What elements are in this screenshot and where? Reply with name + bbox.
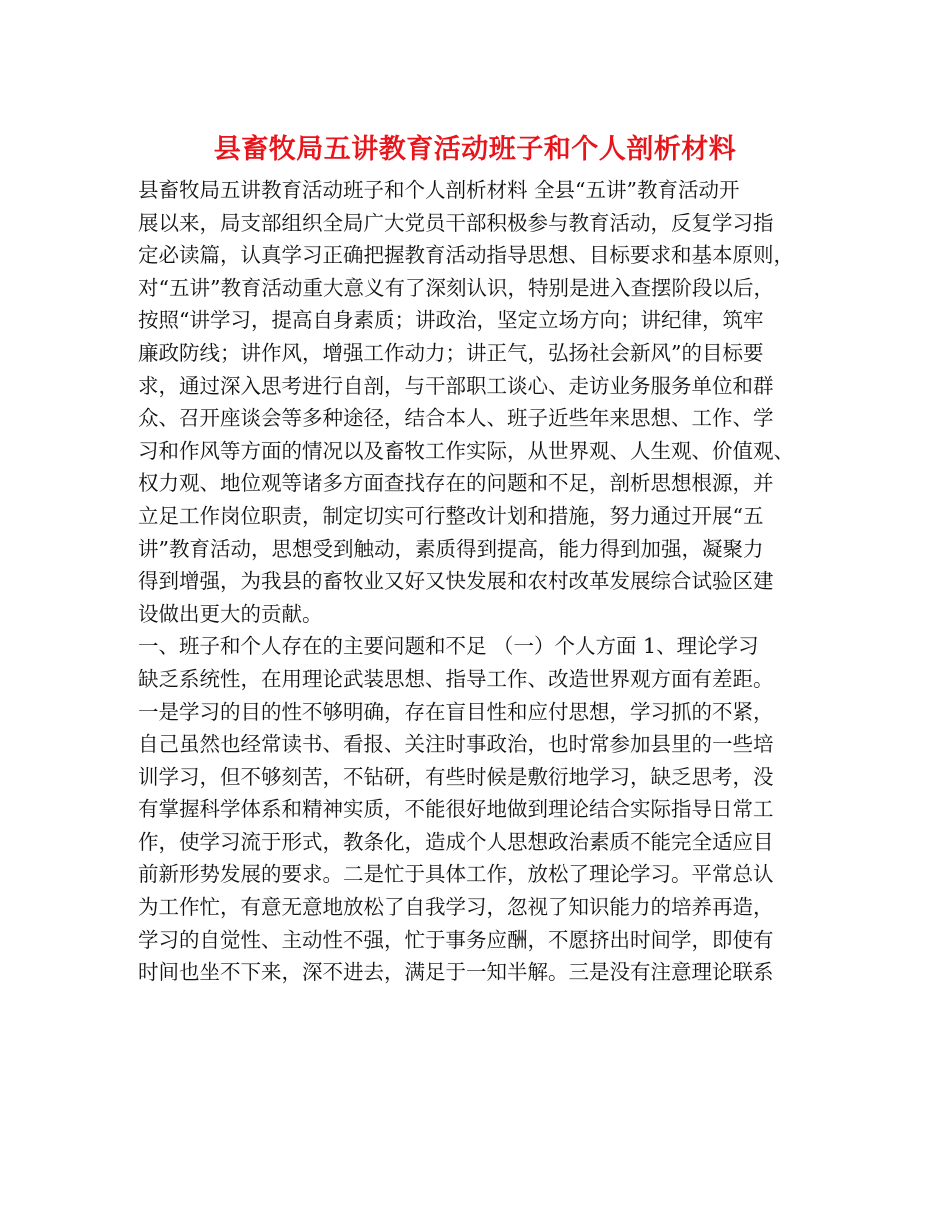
body-line: 对“五讲”教育活动重大意义有了深刻认识，特别是进入查摆阶段以后，: [138, 275, 774, 300]
body-line: 展以来，局支部组织全局广大党员干部积极参与教育活动，反复学习指: [138, 210, 774, 235]
body-line: 得到增强，为我县的畜牧业又好又快发展和农村改革发展综合试验区建: [138, 569, 774, 594]
body-line: 时间也坐不下来，深不进去，满足于一知半解。三是没有注意理论联系: [138, 960, 774, 985]
body-line: 廉政防线；讲作风，增强工作动力；讲正气，弘扬社会新风”的目标要: [138, 340, 764, 365]
body-line: 有掌握科学体系和精神实质，不能很好地做到理论结合实际指导日常工: [138, 797, 774, 822]
body-line: 定必读篇，认真学习正确把握教育活动指导思想、目标要求和基本原则，: [138, 243, 794, 268]
body-line: 前新形势发展的要求。二是忙于具体工作，放松了理论学习。平常总认: [138, 862, 774, 887]
body-line: 权力观、地位观等诸多方面查找存在的问题和不足，剖析思想根源，并: [138, 471, 774, 496]
body-line: 缺乏系统性，在用理论武装思想、指导工作、改造世界观方面有差距。: [138, 666, 774, 691]
body-line: 讲”教育活动，思想受到触动，素质得到提高，能力得到加强，凝聚力: [138, 536, 764, 561]
body-line: 一、班子和个人存在的主要问题和不足 （一）个人方面 1、理论学习: [138, 634, 759, 659]
body-line: 一是学习的目的性不够明确，存在盲目性和应付思想，学习抓的不紧，: [138, 699, 774, 724]
body-line: 按照“讲学习，提高自身素质；讲政治，坚定立场方向；讲纪律，筑牢: [138, 308, 764, 333]
body-line: 县畜牧局五讲教育活动班子和个人剖析材料 全县“五讲”教育活动开: [138, 178, 740, 202]
body-line: 自己虽然也经常读书、看报、关注时事政治，也时常参加县里的一些培: [138, 732, 774, 757]
body-line: 求，通过深入思考进行自剖，与干部职工谈心、走访业务服务单位和群: [138, 373, 774, 398]
body-line: 为工作忙，有意无意地放松了自我学习，忽视了知识能力的培养再造，: [138, 895, 774, 920]
body-line: 众、召开座谈会等多种途径，结合本人、班子近些年来思想、工作、学: [138, 406, 774, 431]
body-line: 设做出更大的贡献。: [138, 601, 323, 626]
body-line: 作，使学习流于形式，教条化，造成个人思想政治素质不能完全适应目: [138, 829, 774, 854]
document-title: 县畜牧局五讲教育活动班子和个人剖析材料: [213, 134, 737, 165]
body-line: 习和作风等方面的情况以及畜牧工作实际，从世界观、人生观、价值观、: [138, 438, 794, 463]
body-line: 训学习，但不够刻苦，不钻研，有些时候是敷衍地学习，缺乏思考，没: [138, 764, 774, 789]
document-body: [138, 174, 828, 989]
body-line: 立足工作岗位职责，制定切实可行整改计划和措施，努力通过开展“五: [138, 503, 764, 528]
body-line: 学习的自觉性、主动性不强，忙于事务应酬，不愿挤出时间学，即使有: [138, 927, 774, 952]
